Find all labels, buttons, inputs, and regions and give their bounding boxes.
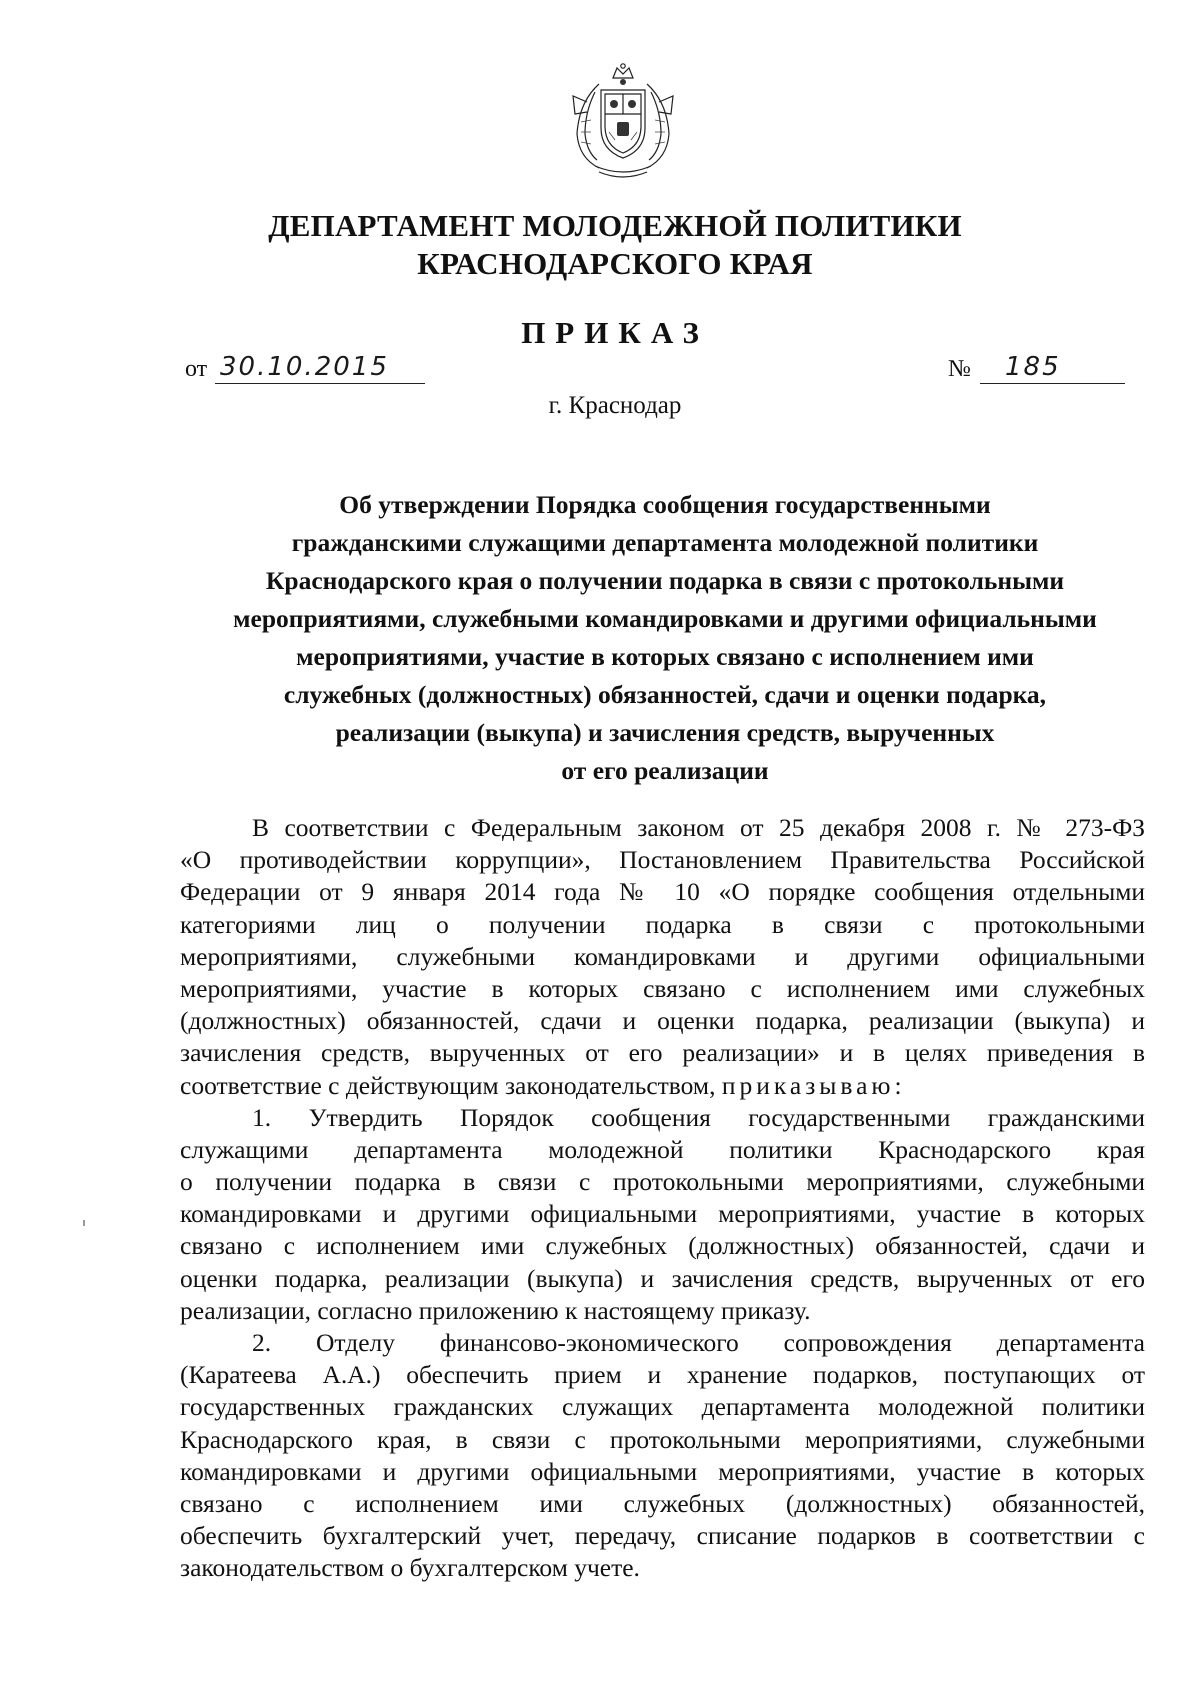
city: г. Краснодар bbox=[548, 392, 682, 419]
item-1-line: о получении подарка в связи с протокольными мероприятиями, служебными bbox=[180, 1167, 1145, 1197]
subject-line: мероприятиями, участие в которых связано с исполнением ими bbox=[296, 642, 1034, 671]
scan-artifact bbox=[83, 1220, 85, 1226]
body-line: (должностных) обязанностей, сдачи и оценки подарка, реализации (выкупа) и bbox=[180, 1006, 1145, 1036]
subject-line: служебных (должностных) обязанностей, сдачи и оценки подарка, bbox=[283, 680, 1047, 709]
order-title: ПРИКАЗ bbox=[521, 315, 709, 350]
order-subject bbox=[190, 486, 1140, 790]
item-1-line: связано с исполнением ими служебных (должностных) обязанностей, сдачи и bbox=[180, 1231, 1145, 1261]
order-word: приказываю: bbox=[721, 1070, 906, 1100]
subject-line: гражданскими служащими департамента молодежной политики bbox=[291, 528, 1039, 557]
order-date: 30.10.2015 bbox=[220, 352, 389, 382]
item-2-line: 2. Отделу финансово-экономического сопровождения департамента bbox=[252, 1328, 1145, 1357]
body-line: В соответствии с Федеральным законом от 25 декабря 2008 г. № 273-ФЗ bbox=[252, 813, 1145, 842]
body-line: категориями лиц о получении подарка в связи с протокольными bbox=[180, 909, 1145, 939]
body-line: «О противодействии коррупции», Постановлением Правительства Российской bbox=[180, 845, 1145, 875]
item-2-line: связано с исполнением ими служебных (должностных) обязанностей, bbox=[180, 1488, 1145, 1518]
subject-line: Краснодарского края о получении подарка в связи с протокольными bbox=[265, 566, 1065, 595]
item-2-line: командировками и другими официальными мероприятиями, участие в которых bbox=[180, 1456, 1145, 1486]
item-2-line: Краснодарского края, в связи с протокольными мероприятиями, служебными bbox=[180, 1424, 1145, 1454]
item-1-line: оценки подарка, реализации (выкупа) и зачисления средств, вырученных от его bbox=[180, 1263, 1145, 1293]
body-line: мероприятиями, участие в которых связано с исполнением ими служебных bbox=[180, 973, 1145, 1003]
item-1-line: реализации, согласно приложению к настоящему приказу. bbox=[180, 1295, 811, 1325]
order-body bbox=[180, 812, 1145, 1585]
order-number: 185 bbox=[1005, 352, 1061, 382]
item-2-line: законодательством о бухгалтерском учете. bbox=[180, 1553, 640, 1583]
body-line: мероприятиями, служебными командировками и другими официальными bbox=[180, 941, 1145, 971]
item-1-line: служащими департамента молодежной политики Краснодарского края bbox=[180, 1134, 1145, 1164]
item-1-line: командировками и другими официальными мероприятиями, участие в которых bbox=[180, 1199, 1145, 1229]
krasnodar-krai-coat-of-arms-icon bbox=[565, 62, 681, 182]
item-2-line: (Каратеева А.А.) обеспечить прием и хранение подарков, поступающих от bbox=[180, 1360, 1145, 1390]
date-underline bbox=[215, 383, 425, 384]
department-name-line2: КРАСНОДАРСКОГО КРАЯ bbox=[417, 246, 813, 281]
subject-line: от его реализации bbox=[561, 756, 769, 785]
subject-line: мероприятиями, служебными командировками и другими официальными bbox=[233, 604, 1097, 633]
body-line: Федерации от 9 января 2014 года № 10 «О порядке сообщения отдельными bbox=[180, 877, 1145, 907]
item-2-line: обеспечить бухгалтерский учет, передачу, списание подарков в соответствии с bbox=[180, 1521, 1145, 1551]
preamble-last: соответствие с действующим законодательством, bbox=[180, 1070, 716, 1100]
number-underline bbox=[980, 383, 1125, 384]
subject-line: реализации (выкупа) и зачисления средств, вырученных bbox=[335, 718, 995, 747]
date-prefix: от bbox=[185, 356, 208, 382]
subject-line: Об утверждении Порядка сообщения государственными bbox=[339, 490, 991, 519]
body-line bbox=[180, 1070, 1145, 1102]
body-line: зачисления средств, вырученных от его реализации» и в целях приведения в bbox=[180, 1038, 1145, 1068]
item-2-line: государственных гражданских служащих департамента молодежной политики bbox=[180, 1392, 1145, 1422]
department-name-line1: ДЕПАРТАМЕНТ МОЛОДЕЖНОЙ ПОЛИТИКИ bbox=[268, 208, 962, 243]
item-1-line: 1. Утвердить Порядок сообщения государственными гражданскими bbox=[252, 1102, 1145, 1132]
number-prefix: № bbox=[948, 356, 971, 382]
